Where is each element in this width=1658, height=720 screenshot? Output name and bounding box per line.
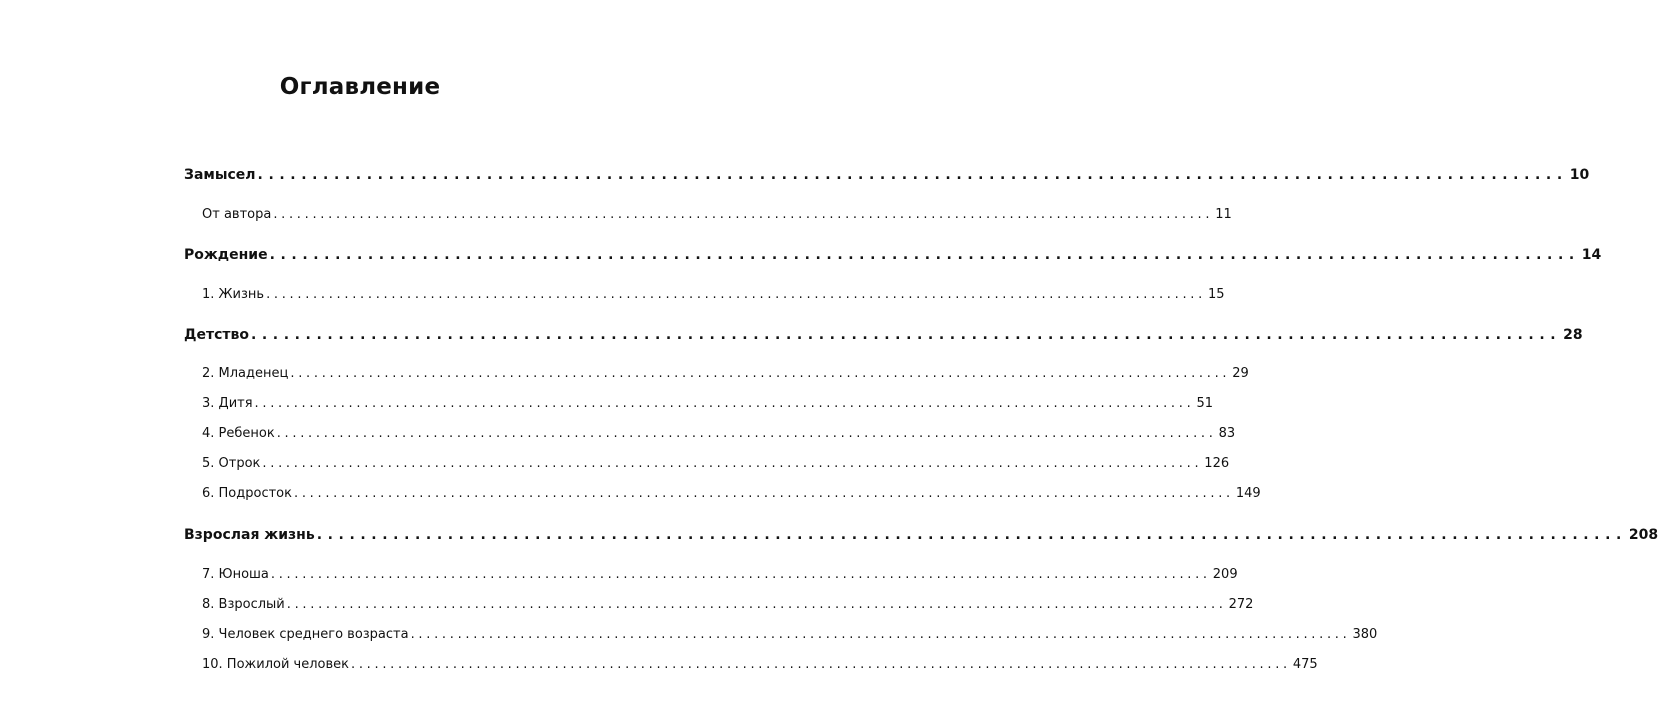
toc-entry-label: 5. Отрок xyxy=(202,456,261,471)
dot-leader: ........................................................................................................................ xyxy=(273,207,1214,222)
toc-entry-page: 28 xyxy=(1563,327,1583,343)
dot-leader: ........................................................................................................................ xyxy=(293,486,1234,501)
toc-chapter-entry[interactable] xyxy=(184,567,1238,582)
dot-leader: ........................................................................................................................ xyxy=(262,456,1203,471)
toc-entry-page: 208 xyxy=(1628,527,1658,543)
toc-entry-label: 8. Взрослый xyxy=(202,597,285,612)
toc-chapter-entry[interactable] xyxy=(184,396,1213,411)
toc-entry-label: Рождение xyxy=(184,247,268,263)
dot-leader: ........................................................................................................................ xyxy=(316,527,1627,543)
dot-leader: ........................................................................................................................ xyxy=(276,426,1217,441)
toc-entry-page: 29 xyxy=(1232,366,1249,381)
dot-leader: ........................................................................................................................ xyxy=(410,627,1351,642)
toc-entry-page: 51 xyxy=(1196,396,1213,411)
toc-entry-label: 10. Пожилой человек xyxy=(202,657,349,672)
toc-entry-page: 15 xyxy=(1207,287,1225,302)
toc-section-entry[interactable] xyxy=(184,527,1658,543)
toc-entry-page: 14 xyxy=(1581,247,1602,263)
toc-entry-page: 149 xyxy=(1235,486,1261,501)
dot-leader: ........................................................................................................................ xyxy=(257,167,1568,183)
toc-section-entry[interactable] xyxy=(184,247,1602,263)
dot-leader: ........................................................................................................................ xyxy=(286,597,1227,612)
dot-leader: ........................................................................................................................ xyxy=(351,657,1291,672)
toc-entry-label: 7. Юноша xyxy=(202,567,269,582)
toc-entry-page: 83 xyxy=(1218,426,1236,441)
toc-chapter-entry[interactable] xyxy=(184,627,1378,642)
dot-leader: ........................................................................................................................ xyxy=(269,247,1580,263)
toc-chapter-entry[interactable] xyxy=(184,207,1232,222)
toc-chapter-entry[interactable] xyxy=(184,426,1236,441)
toc-entry-label: 6. Подросток xyxy=(202,486,292,501)
page-title: Оглавление xyxy=(279,74,441,100)
toc-section-entry[interactable] xyxy=(184,167,1590,183)
dot-leader: ........................................................................................................................ xyxy=(254,396,1195,411)
toc-entry-label: Замысел xyxy=(184,167,256,183)
toc-entry-page: 10 xyxy=(1569,167,1590,183)
toc-entry-label: 9. Человек среднего возраста xyxy=(202,627,409,642)
dot-leader: ........................................................................................................................ xyxy=(290,366,1231,381)
toc-entry-label: 3. Дитя xyxy=(202,396,253,411)
dot-leader: ........................................................................................................................ xyxy=(266,287,1206,302)
toc-entry-page: 126 xyxy=(1204,456,1230,471)
toc-chapter-entry[interactable] xyxy=(184,366,1249,381)
toc-chapter-entry[interactable] xyxy=(184,287,1225,302)
toc-section-entry[interactable] xyxy=(184,327,1583,343)
dot-leader: ........................................................................................................................ xyxy=(270,567,1211,582)
toc-entry-page: 209 xyxy=(1212,567,1238,582)
toc-entry-label: Детство xyxy=(184,327,249,343)
toc-chapter-entry[interactable] xyxy=(184,456,1230,471)
toc-chapter-entry[interactable] xyxy=(184,597,1254,612)
toc-entry-label: 1. Жизнь xyxy=(202,287,265,302)
toc-entry-label: Взрослая жизнь xyxy=(184,527,315,543)
toc-chapter-entry[interactable] xyxy=(184,486,1261,501)
toc-entry-label: 2. Младенец xyxy=(202,366,289,381)
toc-entry-page: 475 xyxy=(1292,657,1318,672)
toc-entry-label: 4. Ребенок xyxy=(202,426,275,441)
toc-chapter-entry[interactable] xyxy=(184,657,1318,672)
dot-leader: ........................................................................................................................ xyxy=(250,327,1562,343)
toc-entry-page: 380 xyxy=(1352,627,1378,642)
toc-entry-page: 11 xyxy=(1215,207,1232,222)
toc-entry-label: От автора xyxy=(202,207,272,222)
toc-entry-page: 272 xyxy=(1228,597,1254,612)
